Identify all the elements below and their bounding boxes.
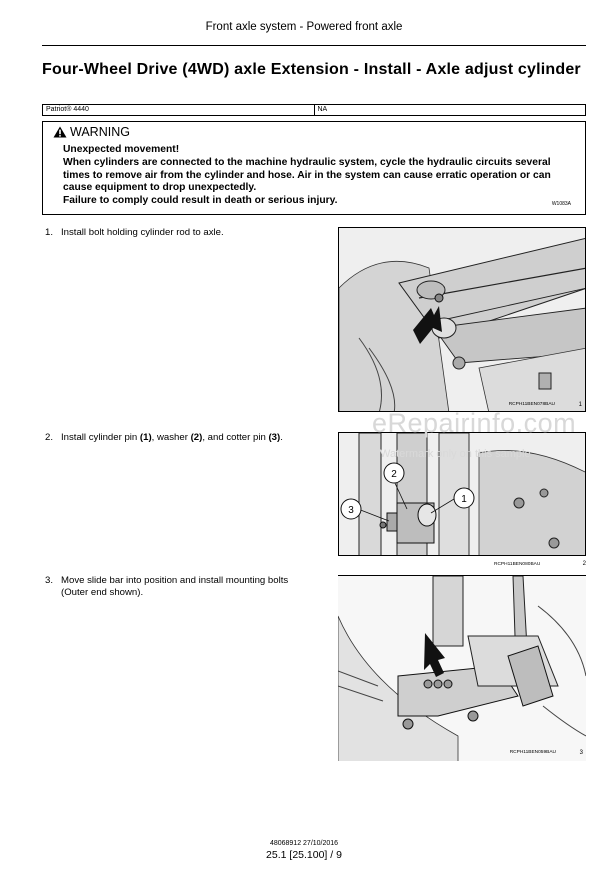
step-number: 1. bbox=[45, 227, 54, 238]
step-text-line: (Outer end shown). bbox=[61, 587, 144, 598]
step-text-part: Install cylinder pin bbox=[61, 432, 140, 443]
warning-box bbox=[42, 121, 586, 215]
figure-2-caption: RCPH11BEN080BAU bbox=[494, 562, 541, 567]
step-text-part: , washer bbox=[151, 432, 191, 443]
warning-header bbox=[53, 125, 130, 139]
figure-3-drawing bbox=[338, 576, 586, 761]
page-title: Four-Wheel Drive (4WD) axle Extension - Install - Axle adjust cylinder bbox=[42, 61, 581, 78]
watermark-subtext: Watermark only on this sample bbox=[380, 448, 531, 460]
warning-line: Failure to comply could result in death or serious injury. bbox=[63, 195, 338, 207]
step-1 bbox=[45, 227, 325, 239]
model-table bbox=[42, 104, 586, 116]
step-2 bbox=[45, 432, 325, 444]
footer-page-ref: 25.1 [25.100] / 9 bbox=[266, 849, 342, 861]
figure-3-number: 3 bbox=[579, 750, 583, 756]
step-text bbox=[61, 432, 283, 444]
step-text: Install bolt holding cylinder rod to axle. bbox=[61, 227, 224, 238]
figure-1-caption: RCPH11BEN078BAU bbox=[508, 402, 555, 407]
footer-doc-code: 48068912 27/10/2016 bbox=[269, 840, 339, 847]
figure-1-drawing bbox=[339, 228, 586, 412]
callout-2: 2 bbox=[391, 469, 397, 480]
figure-1-number: 1 bbox=[578, 402, 582, 408]
warning-line: When cylinders are connected to the machine hydraulic system, cycle the hydraulic circuits several bbox=[63, 156, 551, 168]
callout-1: 1 bbox=[461, 494, 467, 505]
figure-2-number: 2 bbox=[582, 561, 586, 567]
step-text bbox=[61, 575, 288, 599]
header-divider bbox=[42, 45, 586, 46]
warning-body bbox=[63, 144, 583, 208]
callout-3: 3 bbox=[348, 505, 354, 516]
warning-line: times to remove air from the cylinder and hose. Air in the system can cause erratic operation or can bbox=[63, 169, 551, 181]
warning-label: WARNING bbox=[70, 125, 130, 139]
model-value: NA bbox=[314, 105, 586, 115]
warning-line: cause equipment to drop unexpectedly. bbox=[63, 182, 257, 194]
figure-3-image bbox=[338, 575, 586, 761]
figure-3-caption: RCPH11BEN059BAU bbox=[509, 750, 556, 755]
warning-triangle-icon bbox=[53, 126, 67, 138]
callout-ref: (2) bbox=[190, 432, 203, 443]
model-name: Patriot® 4440 bbox=[46, 106, 89, 113]
step-text-part: . bbox=[280, 432, 283, 443]
step-3 bbox=[45, 575, 325, 599]
figure-1-image bbox=[338, 227, 586, 412]
callout-ref: (1) bbox=[139, 432, 152, 443]
step-text-part: , and cotter pin bbox=[202, 432, 269, 443]
watermark-text: eRepairinfo.com bbox=[372, 408, 577, 438]
warning-code: W1083A bbox=[551, 201, 571, 207]
step-number: 2. bbox=[45, 432, 54, 443]
step-text-line: Move slide bar into position and install mounting bolts bbox=[61, 575, 289, 586]
callout-ref: (3) bbox=[268, 432, 281, 443]
warning-line: Unexpected movement! bbox=[63, 144, 180, 155]
running-header: Front axle system - Powered front axle bbox=[205, 21, 403, 33]
step-number: 3. bbox=[45, 575, 54, 586]
